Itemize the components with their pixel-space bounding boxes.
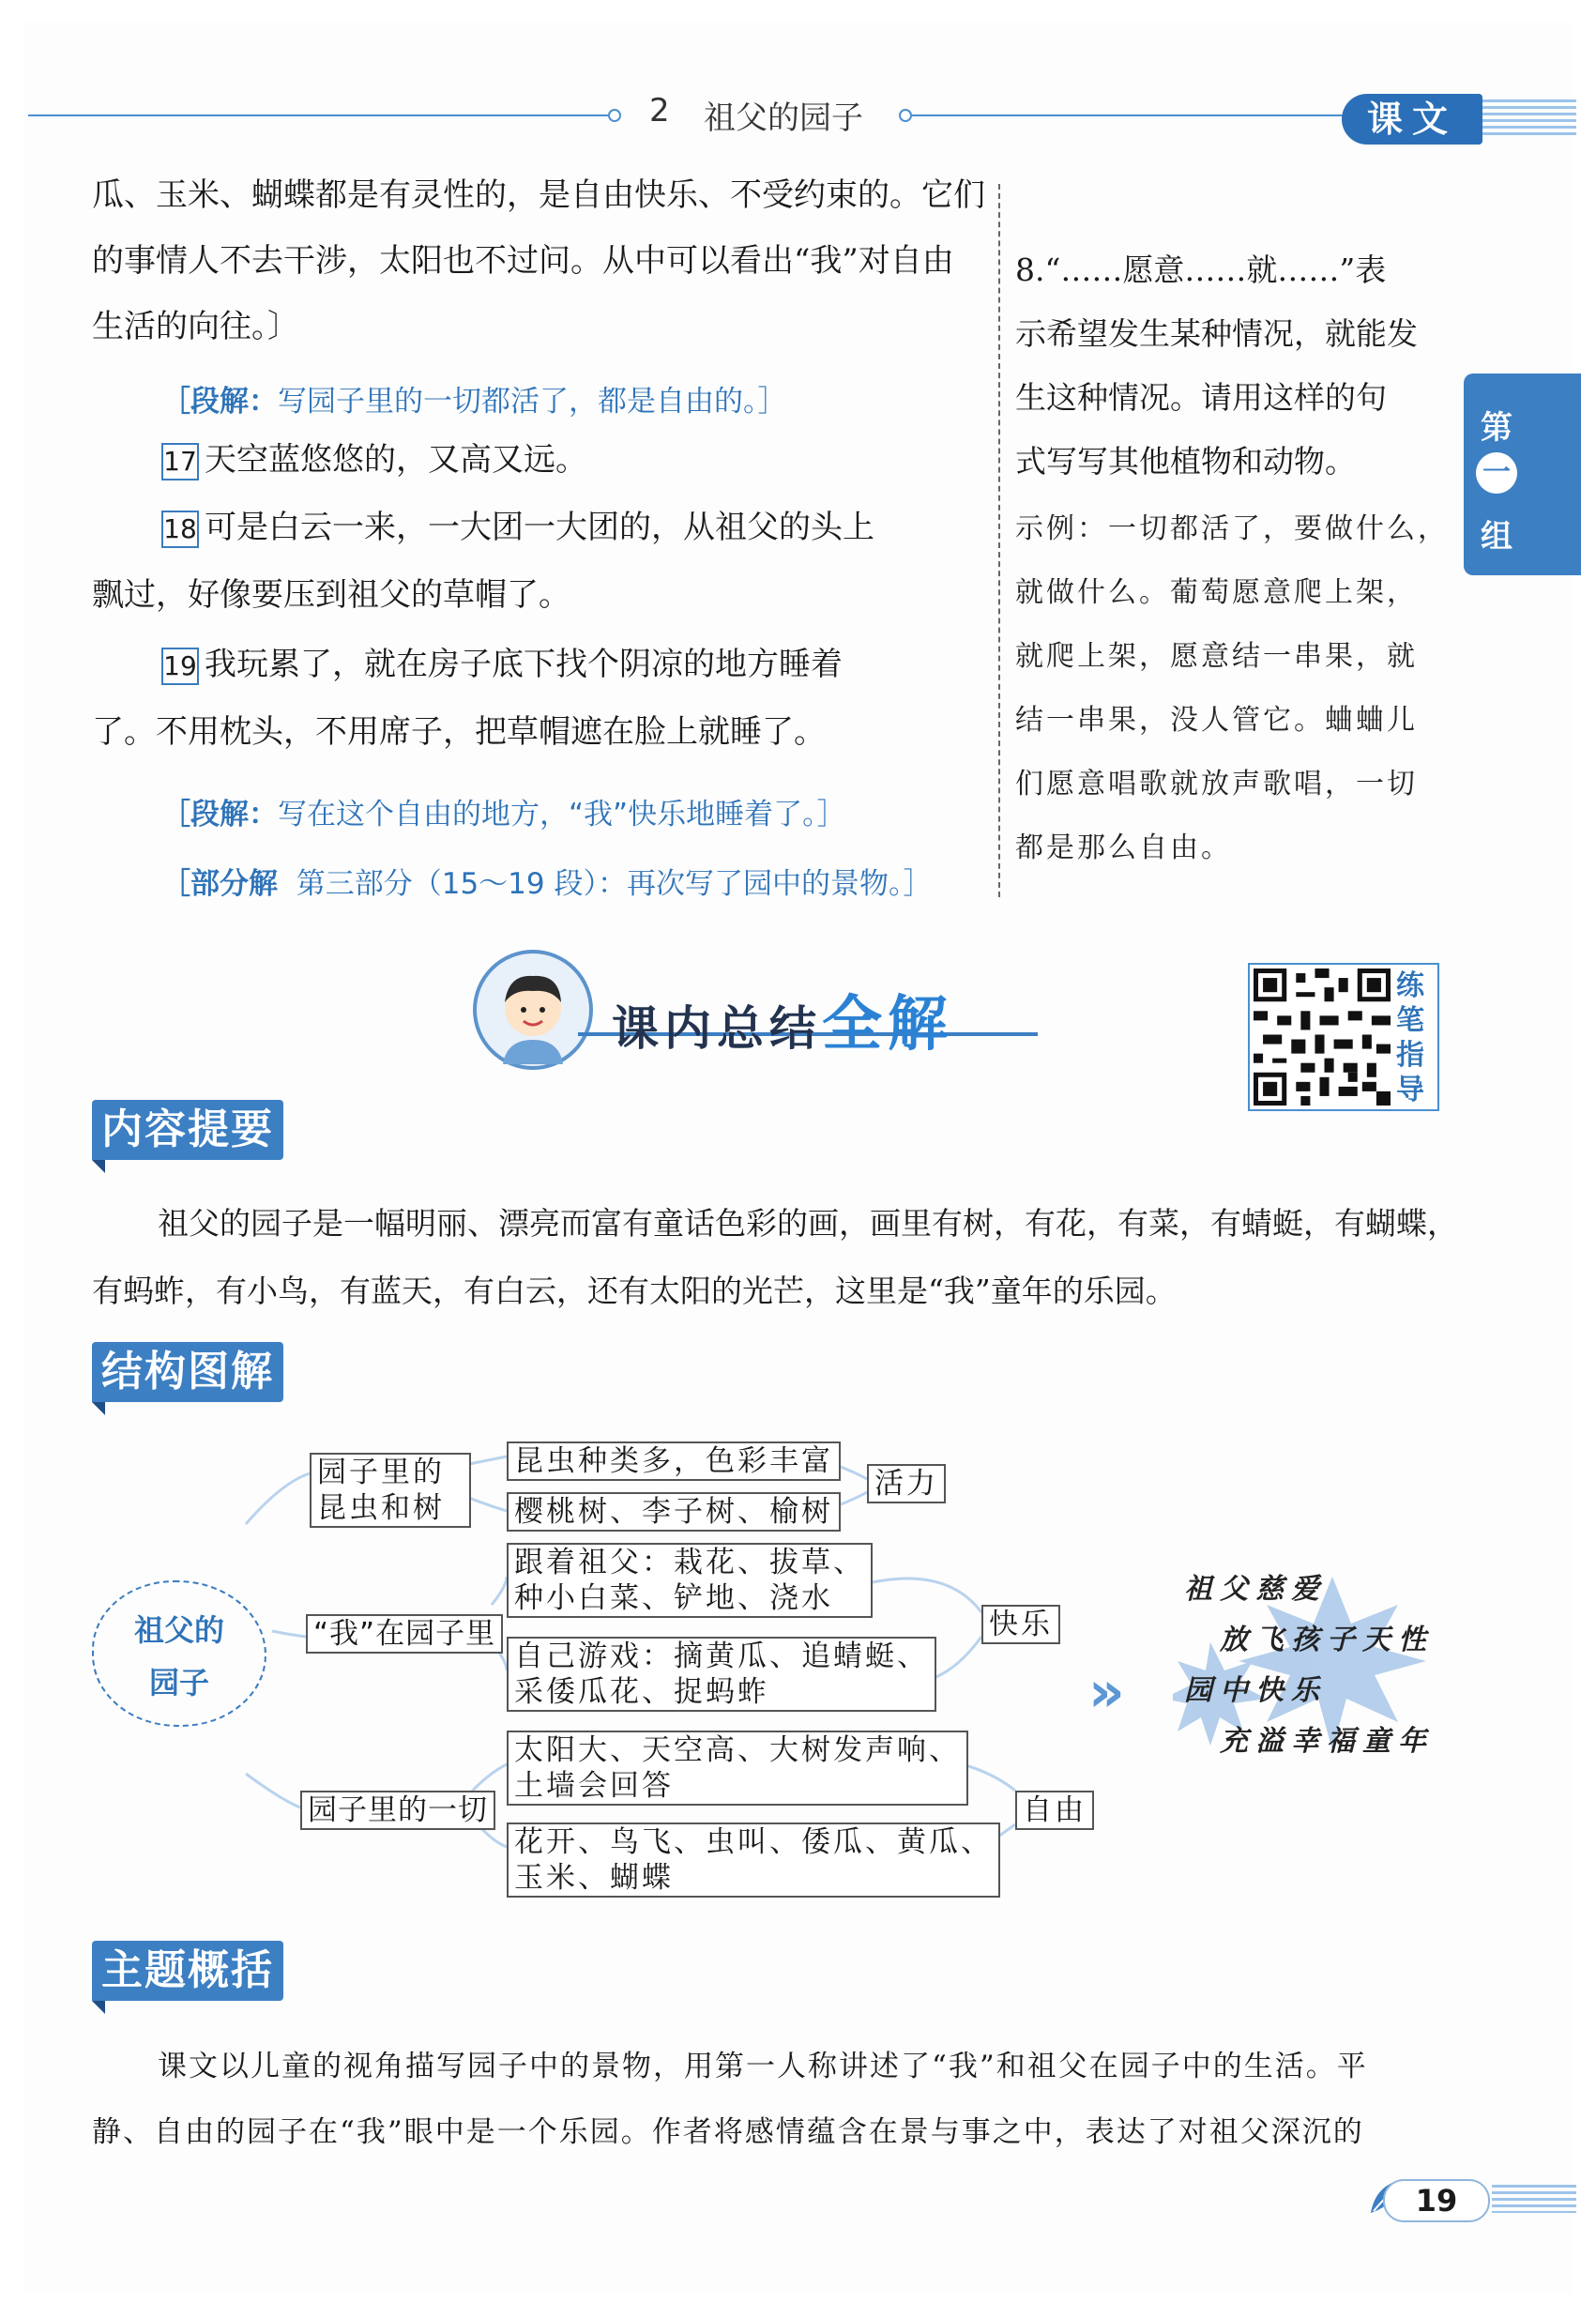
branch-1-line-1: 园子里的	[317, 1456, 445, 1489]
side-tab-char-2: 一	[1476, 452, 1517, 494]
conclusion-line-4: 充溢幸福童年	[1220, 1725, 1434, 1758]
note-3-text: 第三部分（15～19 段）：再次写了园中的景物。］	[296, 867, 933, 901]
conclusion-line-3: 园中快乐	[1184, 1674, 1327, 1707]
conclusion-line-1: 祖父慈爱	[1184, 1573, 1327, 1606]
side-tab-char-3: 组	[1481, 518, 1512, 556]
tag-vitality: 活力	[867, 1464, 946, 1503]
branch-2-item-2	[507, 1637, 936, 1712]
theme-line-2: 静、自由的园子在“我”眼中是一个乐园。作者将感情蕴含在景与事之中，表达了对祖父深沉的	[92, 2115, 1364, 2149]
paragraph-number-19: 19	[161, 648, 199, 685]
paragraph-19-line-2: 了。不用枕头，不用席子，把草帽遮在脸上就睡了。	[92, 713, 826, 751]
double-arrow-icon: »	[1088, 1659, 1125, 1725]
note-1-text: 写园子里的一切都活了，都是自由的。］	[278, 385, 787, 419]
note-3-label: ［部分解	[161, 867, 278, 901]
paragraph-17-text: 天空蓝悠悠的，又高又远。	[205, 441, 587, 479]
summary-line-2: 有蚂蚱，有小鸟，有蓝天，有白云，还有太阳的光芒，这里是“我”童年的乐园。	[92, 1273, 1177, 1309]
paragraph-number-18: 18	[161, 511, 199, 548]
theme-line-1: 课文以儿童的视角描写园子中的景物，用第一人称讲述了“我”和祖父在园子中的生活。平	[158, 2050, 1368, 2083]
example-line-3: 就爬上架，愿意结一串果，就	[1015, 640, 1418, 673]
branch-3-item-1-line-2: 土墙会回答	[514, 1769, 674, 1803]
summary-line-1: 祖父的园子是一幅明丽、漂亮而富有童话色彩的画，画里有树，有花，有菜，有蜻蜓，有蝴蝶，	[158, 1205, 1458, 1242]
branch-3-item-2-line-2: 玉米、蝴蝶	[514, 1861, 674, 1895]
reading-line-3: 生活的向往。〕	[92, 308, 299, 345]
qr-label-char-3: 指	[1396, 1039, 1424, 1072]
branch-2-item-1-line-2: 种小白菜、铲地、浇水	[514, 1581, 833, 1615]
branch-everything-in-garden: 园子里的一切	[300, 1791, 495, 1830]
tag-freedom: 自由	[1015, 1791, 1094, 1830]
side-tab-char-1: 第	[1481, 409, 1512, 447]
note-2-label: ［段解：	[161, 798, 278, 831]
paragraph-18-line-2: 飘过，好像要压到祖父的草帽了。	[92, 576, 570, 614]
section-ribbon: 课文	[1342, 94, 1482, 145]
summary-heading: 内容提要	[92, 1100, 283, 1160]
qr-label-char-2: 笔	[1396, 1004, 1424, 1037]
branch-1-item-2: 樱桃树、李子树、榆树	[507, 1492, 841, 1532]
paragraph-18-line-1: 可是白云一来，一大团一大团的，从祖父的头上	[205, 509, 874, 546]
branch-me-in-garden: “我”在园子里	[306, 1614, 503, 1654]
qr-label-char-1: 练	[1396, 969, 1424, 1002]
lesson-title: 祖父的园子	[704, 99, 863, 137]
branch-3-item-2-line-1: 花开、鸟飞、虫叫、倭瓜、黄瓜、	[514, 1825, 993, 1859]
exercise-line-1: 8.“……愿意……就……”表	[1015, 252, 1387, 288]
footer-stripes	[1492, 2185, 1576, 2213]
note-1-label: ［段解：	[161, 385, 278, 419]
note-2-text: 写在这个自由的地方，“我”快乐地睡着了。］	[278, 798, 846, 831]
qr-label-char-4: 导	[1396, 1074, 1424, 1106]
branch-2-item-1	[507, 1543, 873, 1618]
branch-3-item-2	[507, 1823, 1000, 1898]
example-line-1: 示例：一切都活了，要做什么，	[1015, 512, 1449, 545]
branch-1-line-2: 昆虫和树	[317, 1491, 445, 1525]
example-line-2: 就做什么。葡萄愿意爬上架，	[1015, 576, 1418, 609]
lesson-number: 2	[649, 92, 670, 130]
paragraph-number-17: 17	[161, 443, 199, 480]
exercise-line-4: 式写写其他植物和动物。	[1015, 443, 1356, 480]
branch-3-item-1-line-1: 太阳大、天空高、大树发声响、	[514, 1733, 961, 1767]
branch-insects-trees	[310, 1453, 471, 1528]
branch-1-item-1: 昆虫种类多，色彩丰富	[507, 1441, 841, 1481]
structure-heading: 结构图解	[92, 1342, 283, 1402]
conclusion-line-2: 放飞孩子天性	[1220, 1624, 1434, 1656]
page-number: 19	[1383, 2179, 1490, 2222]
root-line-2: 园子	[148, 1665, 209, 1701]
tag-happiness: 快乐	[981, 1605, 1060, 1644]
example-line-5: 们愿意唱歌就放声歌唱，一切	[1015, 768, 1418, 801]
reading-line-1: 瓜、玉米、蝴蝶都是有灵性的，是自由快乐、不受约束的。它们	[92, 176, 985, 214]
banner-title-small: 课内总结	[612, 1001, 822, 1056]
root-line-1: 祖父的	[133, 1612, 224, 1648]
example-line-4: 结一串果，没人管它。蛐蛐儿	[1015, 704, 1418, 737]
paragraph-19-line-1: 我玩累了，就在房子底下找个阴凉的地方睡着	[205, 646, 843, 683]
exercise-line-3: 生这种情况。请用这样的句	[1015, 379, 1387, 416]
banner-title-big: 全解	[822, 990, 953, 1060]
structure-root	[92, 1580, 266, 1727]
branch-2-item-2-line-1: 自己游戏：摘黄瓜、追蜻蜓、	[514, 1640, 929, 1673]
branch-3-item-1	[507, 1731, 968, 1806]
branch-2-item-1-line-1: 跟着祖父：栽花、拔草、	[514, 1546, 865, 1579]
reading-line-2: 的事情人不去干涉，太阳也不过问。从中可以看出“我”对自由	[92, 242, 954, 280]
branch-2-item-2-line-2: 采倭瓜花、捉蚂蚱	[514, 1675, 769, 1709]
example-line-6: 都是那么自由。	[1015, 831, 1232, 864]
theme-heading: 主题概括	[92, 1941, 283, 2001]
exercise-line-2: 示希望发生某种情况，就能发	[1015, 315, 1418, 352]
